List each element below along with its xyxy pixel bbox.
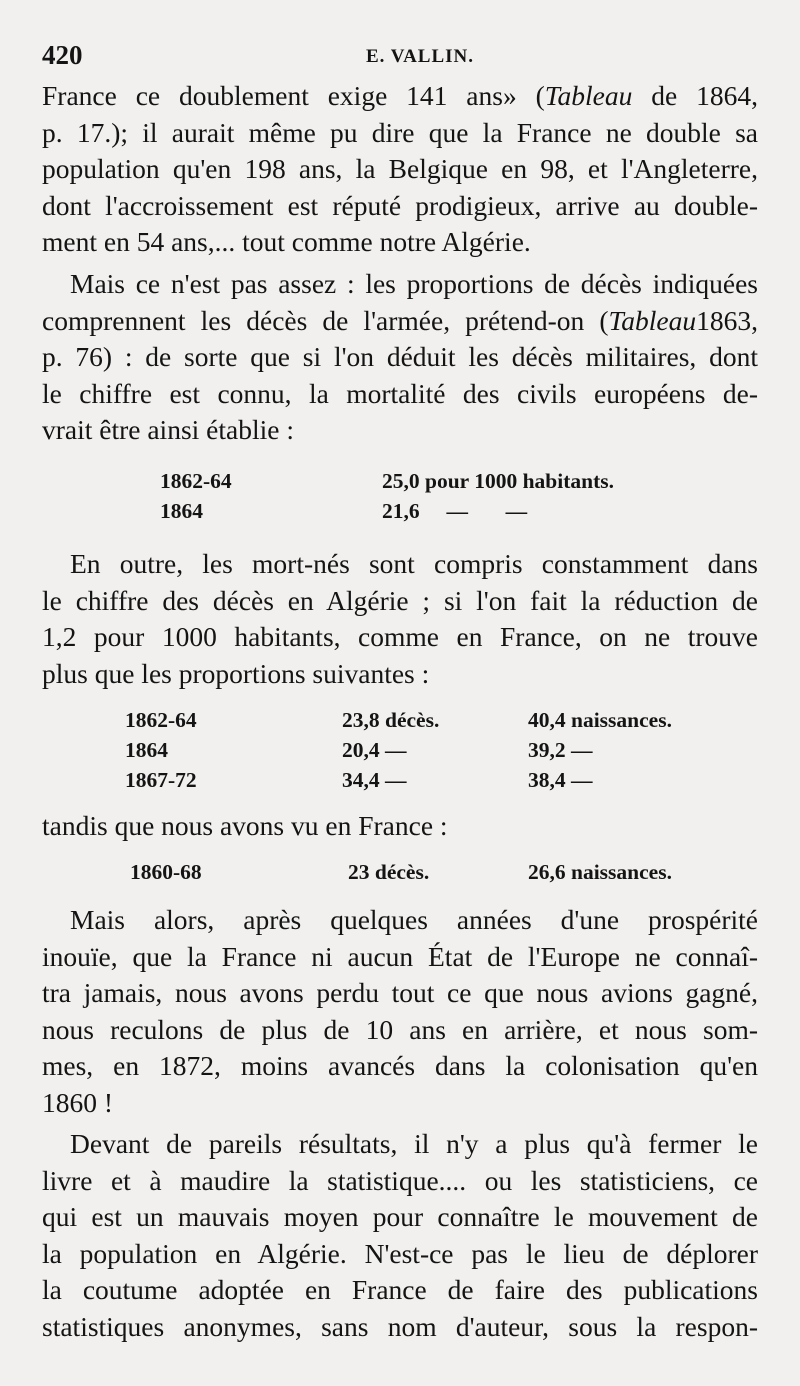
text-line: 1,2 pour 1000 habitants, comme en France, on ne trouve xyxy=(42,621,758,652)
text-line: la population en Algérie. N'est-ce pas le lieu de déplorer xyxy=(42,1237,758,1269)
text-line: livre et à maudire la statistique.... ou les statisticiens, ce xyxy=(42,1164,758,1196)
paragraph-france-comparison xyxy=(42,808,758,845)
running-head: E. VALLIN. xyxy=(365,46,475,67)
page-header xyxy=(42,40,758,76)
paragraph-continuation xyxy=(42,78,758,261)
text-line: le chiffre des décès en Algérie ; si l'on fait la réduction de xyxy=(42,584,758,616)
table-row xyxy=(125,735,705,765)
text-line: 1860 ! xyxy=(42,1086,114,1118)
deaths-cell: 23,8 décès. xyxy=(342,708,440,732)
text-line: inouïe, que la France ni aucun État de l'Europe ne connaî- xyxy=(42,940,758,972)
table-row xyxy=(160,466,680,496)
paragraph-stillbirths xyxy=(42,546,758,692)
text-line: En outre, les mort-nés sont compris constamment dans xyxy=(70,548,758,579)
table-row xyxy=(130,857,710,887)
paragraph-statistics xyxy=(42,1126,758,1345)
text-line: nous reculons de plus de 10 ans en arrière, et nous som- xyxy=(42,1013,758,1045)
text-line: Devant de pareils résultats, il n'y a plus qu'à fermer le xyxy=(70,1128,758,1159)
text-line: statistiques anonymes, sans nom d'auteur, sous la respon- xyxy=(42,1310,758,1342)
text-line: comprennent les décès de l'armée, prétend-on (Tableau1863, xyxy=(42,304,758,336)
births-cell: 40,4 naissances. xyxy=(528,708,672,732)
table-row xyxy=(125,765,705,795)
period-cell: 1860-68 xyxy=(130,860,202,884)
births-cell: 38,4 — xyxy=(528,768,593,792)
text-line: dont l'accroissement est réputé prodigieux, arrive au double- xyxy=(42,189,758,221)
text-line: France ce doublement exige 141 ans» (Tableau de 1864, xyxy=(42,80,758,111)
deaths-cell: 23 décès. xyxy=(348,860,430,884)
page-number: 420 xyxy=(42,40,83,70)
period-cell: 1867-72 xyxy=(125,768,197,792)
text-line: p. 17.); il aurait même pu dire que la France ne double sa xyxy=(42,116,758,148)
text-line: Mais alors, après quelques années d'une prospérité xyxy=(70,904,758,935)
table-row xyxy=(125,705,705,735)
france-table xyxy=(130,857,710,887)
paragraph-prosperity xyxy=(42,902,758,1121)
period-cell: 1864 xyxy=(160,499,203,523)
period-cell: 1864 xyxy=(125,738,168,762)
text-line: tra jamais, nous avons perdu tout ce que nous avions gagné, xyxy=(42,977,758,1008)
deaths-cell: 20,4 — xyxy=(342,738,407,762)
value-cell: 21,6 — — xyxy=(382,499,528,523)
text-line: p. 76) : de sorte que si l'on déduit les décès militaires, dont xyxy=(42,341,758,372)
period-cell: 1862-64 xyxy=(160,469,232,493)
text-line: vrait être ainsi établie : xyxy=(42,414,294,445)
text-line: population qu'en 198 ans, la Belgique en 98, et l'Angleterre, xyxy=(42,153,758,184)
proportions-table xyxy=(125,705,705,795)
period-cell: 1862-64 xyxy=(125,708,197,732)
text-line: le chiffre est connu, la mortalité des civils européens de- xyxy=(42,377,758,409)
text-line: Mais ce n'est pas assez : les proportions de décès indiquées xyxy=(70,268,758,299)
text-line: plus que les proportions suivantes : xyxy=(42,657,430,689)
mortality-table xyxy=(160,466,680,526)
text-line: qui est un mauvais moyen pour connaître le mouvement de xyxy=(42,1201,758,1232)
text-line: tandis que nous avons vu en France : xyxy=(42,810,448,841)
births-cell: 39,2 — xyxy=(528,738,593,762)
value-cell: 25,0 pour 1000 habitants. xyxy=(382,469,614,493)
deaths-cell: 34,4 — xyxy=(342,768,407,792)
table-row xyxy=(160,496,680,526)
text-line: la coutume adoptée en France de faire des publications xyxy=(42,1274,758,1305)
text-line: mes, en 1872, moins avancés dans la colonisation qu'en xyxy=(42,1050,758,1081)
text-line: ment en 54 ans,... tout comme notre Algérie. xyxy=(42,226,531,257)
births-cell: 26,6 naissances. xyxy=(528,860,672,884)
paragraph-mortality xyxy=(42,266,758,449)
